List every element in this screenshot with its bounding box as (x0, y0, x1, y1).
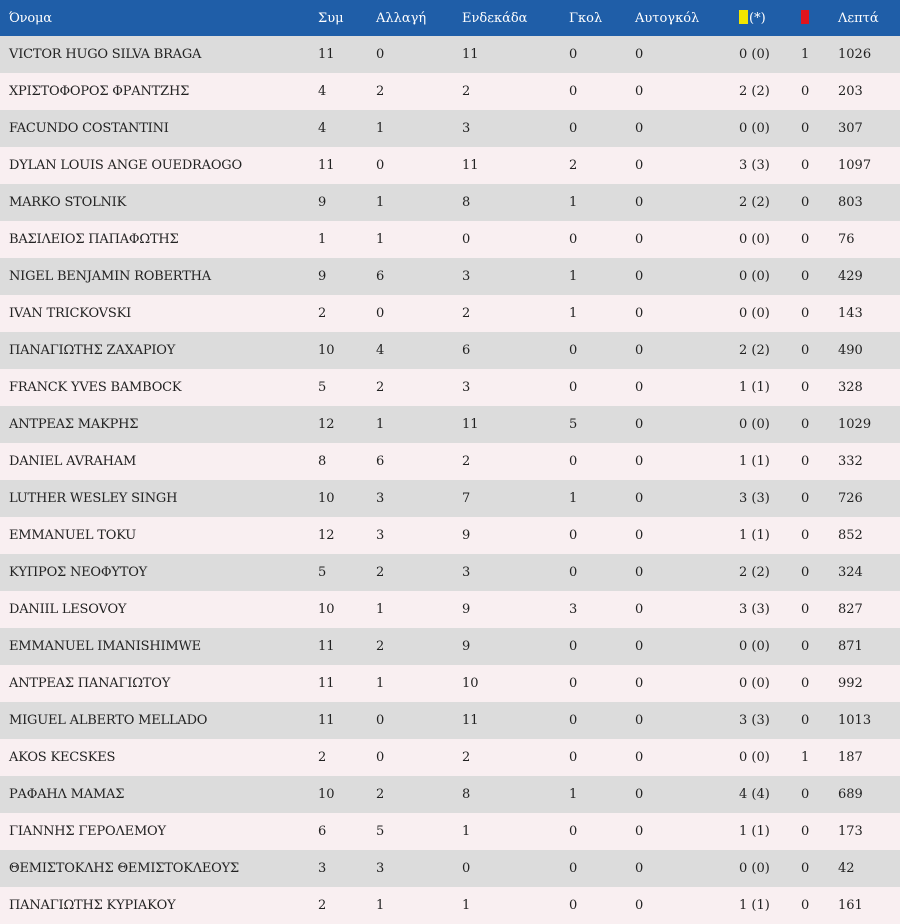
cell-red-cards: 0 (801, 380, 810, 395)
cell-own-goals: 0 (635, 84, 644, 99)
table-row (0, 665, 900, 702)
cell-sub: 1 (376, 898, 385, 913)
cell-minutes: 307 (838, 121, 863, 136)
cell-sub: 2 (376, 787, 385, 802)
cell-name[interactable]: ΒΑΣΙΛΕΙΟΣ ΠΑΠΑΦΩΤΗΣ (9, 232, 179, 247)
cell-start: 9 (462, 639, 471, 654)
table-row (0, 110, 900, 147)
cell-apps: 11 (318, 639, 335, 654)
cell-name[interactable]: FRANCK YVES BAMBOCK (9, 380, 182, 395)
cell-start: 9 (462, 602, 471, 617)
col-header-name[interactable]: Όνομα (9, 10, 52, 26)
cell-red-cards: 0 (801, 713, 810, 728)
cell-name[interactable]: MARKO STOLNIK (9, 195, 127, 210)
cell-yellow-cards: 3 (3) (739, 158, 770, 173)
cell-own-goals: 0 (635, 47, 644, 62)
cell-sub: 1 (376, 195, 385, 210)
cell-goals: 0 (569, 343, 578, 358)
cell-yellow-cards: 0 (0) (739, 306, 770, 321)
cell-apps: 10 (318, 491, 335, 506)
table-row (0, 776, 900, 813)
cell-red-cards: 0 (801, 232, 810, 247)
cell-apps: 4 (318, 84, 327, 99)
cell-name[interactable]: DANIEL AVRAHAM (9, 454, 137, 469)
cell-yellow-cards: 1 (1) (739, 824, 770, 839)
cell-red-cards: 0 (801, 121, 810, 136)
cell-goals: 0 (569, 454, 578, 469)
cell-red-cards: 0 (801, 898, 810, 913)
cell-yellow-cards: 2 (2) (739, 565, 770, 580)
cell-start: 1 (462, 898, 471, 913)
cell-apps: 2 (318, 306, 327, 321)
cell-apps: 10 (318, 602, 335, 617)
cell-red-cards: 0 (801, 602, 810, 617)
cell-apps: 4 (318, 121, 327, 136)
cell-apps: 11 (318, 676, 335, 691)
cell-red-cards: 0 (801, 565, 810, 580)
cell-minutes: 992 (838, 676, 863, 691)
cell-minutes: 143 (838, 306, 863, 321)
cell-minutes: 827 (838, 602, 863, 617)
cell-start: 11 (462, 417, 479, 432)
cell-name[interactable]: ΧΡΙΣΤΟΦΟΡΟΣ ΦΡΑΝΤΖΗΣ (9, 84, 190, 99)
cell-yellow-cards: 3 (3) (739, 602, 770, 617)
cell-own-goals: 0 (635, 898, 644, 913)
col-header-own-goals[interactable]: Αυτογκόλ (635, 10, 700, 26)
cell-goals: 0 (569, 47, 578, 62)
cell-apps: 12 (318, 417, 335, 432)
cell-apps: 2 (318, 750, 327, 765)
cell-minutes: 852 (838, 528, 863, 543)
table-row (0, 480, 900, 517)
col-header-goals[interactable]: Γκολ (569, 10, 603, 26)
cell-sub: 1 (376, 676, 385, 691)
cell-own-goals: 0 (635, 454, 644, 469)
cell-goals: 1 (569, 195, 578, 210)
cell-yellow-cards: 0 (0) (739, 750, 770, 765)
cell-yellow-cards: 0 (0) (739, 47, 770, 62)
cell-goals: 1 (569, 787, 578, 802)
cell-minutes: 173 (838, 824, 863, 839)
cell-red-cards: 0 (801, 861, 810, 876)
cell-goals: 0 (569, 528, 578, 543)
cell-yellow-cards: 2 (2) (739, 195, 770, 210)
cell-own-goals: 0 (635, 417, 644, 432)
cell-red-cards: 0 (801, 417, 810, 432)
cell-apps: 11 (318, 158, 335, 173)
cell-minutes: 187 (838, 750, 863, 765)
cell-start: 0 (462, 861, 471, 876)
cell-own-goals: 0 (635, 158, 644, 173)
cell-sub: 3 (376, 861, 385, 876)
cell-start: 0 (462, 232, 471, 247)
cell-minutes: 1029 (838, 417, 872, 432)
cell-yellow-cards: 0 (0) (739, 232, 770, 247)
cell-goals: 0 (569, 121, 578, 136)
cell-name[interactable]: ΚΥΠΡΟΣ ΝΕΟΦΥΤΟΥ (9, 565, 148, 580)
cell-minutes: 726 (838, 491, 863, 506)
cell-apps: 8 (318, 454, 327, 469)
cell-start: 8 (462, 787, 471, 802)
cell-own-goals: 0 (635, 491, 644, 506)
cell-name[interactable]: AKOS KECSKES (9, 750, 116, 765)
cell-own-goals: 0 (635, 306, 644, 321)
cell-yellow-cards: 0 (0) (739, 121, 770, 136)
cell-minutes: 871 (838, 639, 863, 654)
cell-minutes: 1026 (838, 47, 872, 62)
cell-apps: 5 (318, 565, 327, 580)
table-row (0, 147, 900, 184)
cell-start: 2 (462, 750, 471, 765)
cell-own-goals: 0 (635, 676, 644, 691)
cell-own-goals: 0 (635, 639, 644, 654)
cell-yellow-cards: 1 (1) (739, 898, 770, 913)
col-header-minutes[interactable]: Λεπτά (838, 10, 879, 26)
cell-sub: 1 (376, 417, 385, 432)
cell-goals: 0 (569, 750, 578, 765)
cell-start: 3 (462, 269, 471, 284)
cell-goals: 0 (569, 676, 578, 691)
cell-red-cards: 0 (801, 528, 810, 543)
cell-name[interactable]: IVAN TRICKOVSKI (9, 306, 132, 321)
cell-name[interactable]: MIGUEL ALBERTO MELLADO (9, 713, 208, 728)
cell-goals: 0 (569, 380, 578, 395)
cell-sub: 0 (376, 750, 385, 765)
cell-red-cards: 0 (801, 306, 810, 321)
table-row (0, 887, 900, 924)
cell-red-cards: 0 (801, 787, 810, 802)
cell-own-goals: 0 (635, 565, 644, 580)
cell-start: 11 (462, 713, 479, 728)
cell-name[interactable]: ΑΝΤΡΕΑΣ ΜΑΚΡΗΣ (9, 417, 139, 432)
cell-minutes: 689 (838, 787, 863, 802)
cell-goals: 0 (569, 565, 578, 580)
cell-sub: 2 (376, 639, 385, 654)
cell-name[interactable]: EMMANUEL IMANISHIMWE (9, 639, 201, 654)
cell-yellow-cards: 2 (2) (739, 84, 770, 99)
cell-goals: 1 (569, 491, 578, 506)
table-row (0, 332, 900, 369)
col-header-apps[interactable]: Συμ (318, 10, 344, 26)
cell-minutes: 203 (838, 84, 863, 99)
cell-name[interactable]: VICTOR HUGO SILVA BRAGA (9, 47, 202, 62)
cell-yellow-cards: 0 (0) (739, 861, 770, 876)
cell-red-cards: 0 (801, 454, 810, 469)
cell-name[interactable]: NIGEL BENJAMIN ROBERTHA (9, 269, 211, 284)
cell-start: 3 (462, 380, 471, 395)
cell-red-cards: 0 (801, 639, 810, 654)
cell-name[interactable]: LUTHER WESLEY SINGH (9, 491, 178, 506)
cell-name[interactable]: DANIIL LESOVOY (9, 602, 127, 617)
cell-red-cards: 0 (801, 269, 810, 284)
cell-apps: 3 (318, 861, 327, 876)
cell-yellow-cards: 1 (1) (739, 528, 770, 543)
cell-minutes: 324 (838, 565, 863, 580)
cell-red-cards: 0 (801, 84, 810, 99)
cell-minutes: 429 (838, 269, 863, 284)
cell-apps: 10 (318, 787, 335, 802)
cell-apps: 2 (318, 898, 327, 913)
cell-sub: 1 (376, 602, 385, 617)
cell-yellow-cards: 3 (3) (739, 491, 770, 506)
cell-red-cards: 0 (801, 491, 810, 506)
col-header-start[interactable]: Ενδεκάδα (462, 10, 528, 26)
cell-start: 1 (462, 824, 471, 839)
cell-start: 11 (462, 47, 479, 62)
cell-goals: 0 (569, 898, 578, 913)
cell-sub: 0 (376, 158, 385, 173)
cell-apps: 5 (318, 380, 327, 395)
table-row (0, 850, 900, 887)
cell-start: 3 (462, 565, 471, 580)
col-header-sub[interactable]: Αλλαγή (376, 10, 427, 26)
cell-goals: 3 (569, 602, 578, 617)
cell-name[interactable]: ΘΕΜΙΣΤΟΚΛΗΣ ΘΕΜΙΣΤΟΚΛΕΟΥΣ (9, 861, 240, 876)
cell-minutes: 328 (838, 380, 863, 395)
cell-name[interactable]: ΑΝΤΡΕΑΣ ΠΑΝΑΓΙΩΤΟΥ (9, 676, 171, 691)
cell-minutes: 1013 (838, 713, 872, 728)
cell-start: 9 (462, 528, 471, 543)
cell-apps: 6 (318, 824, 327, 839)
cell-goals: 1 (569, 269, 578, 284)
cell-start: 6 (462, 343, 471, 358)
red-card-icon (801, 10, 809, 24)
cell-own-goals: 0 (635, 787, 644, 802)
cell-yellow-cards: 0 (0) (739, 676, 770, 691)
table-row (0, 813, 900, 850)
cell-yellow-cards: 4 (4) (739, 787, 770, 802)
table-row (0, 739, 900, 776)
cell-own-goals: 0 (635, 269, 644, 284)
table-row (0, 554, 900, 591)
table-row (0, 295, 900, 332)
cell-own-goals: 0 (635, 343, 644, 358)
yellow-header-suffix: (*) (749, 11, 766, 26)
cell-yellow-cards: 0 (0) (739, 417, 770, 432)
cell-apps: 12 (318, 528, 335, 543)
cell-sub: 1 (376, 121, 385, 136)
cell-red-cards: 0 (801, 343, 810, 358)
table-row (0, 702, 900, 739)
cell-yellow-cards: 1 (1) (739, 380, 770, 395)
cell-minutes: 332 (838, 454, 863, 469)
cell-minutes: 42 (838, 861, 855, 876)
cell-start: 8 (462, 195, 471, 210)
cell-sub: 2 (376, 84, 385, 99)
table-row (0, 517, 900, 554)
col-header-red-cards[interactable] (801, 0, 838, 36)
table-row (0, 73, 900, 110)
cell-sub: 0 (376, 47, 385, 62)
cell-own-goals: 0 (635, 121, 644, 136)
cell-goals: 1 (569, 306, 578, 321)
cell-yellow-cards: 3 (3) (739, 713, 770, 728)
cell-own-goals: 0 (635, 195, 644, 210)
cell-apps: 10 (318, 343, 335, 358)
cell-apps: 11 (318, 47, 335, 62)
cell-start: 2 (462, 84, 471, 99)
cell-goals: 0 (569, 232, 578, 247)
cell-name[interactable]: ΡΑΦΑΗΛ ΜΑΜΑΣ (9, 787, 125, 802)
yellow-card-icon (739, 10, 748, 24)
cell-sub: 3 (376, 528, 385, 543)
cell-goals: 0 (569, 713, 578, 728)
cell-minutes: 161 (838, 898, 863, 913)
cell-minutes: 803 (838, 195, 863, 210)
cell-own-goals: 0 (635, 380, 644, 395)
cell-own-goals: 0 (635, 528, 644, 543)
cell-sub: 4 (376, 343, 385, 358)
table-body (0, 36, 900, 924)
cell-yellow-cards: 2 (2) (739, 343, 770, 358)
cell-start: 11 (462, 158, 479, 173)
cell-yellow-cards: 0 (0) (739, 639, 770, 654)
cell-sub: 6 (376, 269, 385, 284)
cell-goals: 0 (569, 84, 578, 99)
cell-minutes: 76 (838, 232, 855, 247)
table-header-row (0, 0, 900, 36)
cell-red-cards: 0 (801, 158, 810, 173)
cell-red-cards: 0 (801, 824, 810, 839)
table-row (0, 369, 900, 406)
cell-name[interactable]: DYLAN LOUIS ANGE OUEDRAOGO (9, 158, 242, 173)
cell-own-goals: 0 (635, 232, 644, 247)
table-row (0, 443, 900, 480)
cell-goals: 5 (569, 417, 578, 432)
cell-minutes: 1097 (838, 158, 872, 173)
cell-name[interactable]: ΠΑΝΑΓΙΩΤΗΣ ΖΑΧΑΡΙΟΥ (9, 343, 176, 358)
cell-own-goals: 0 (635, 602, 644, 617)
cell-goals: 0 (569, 861, 578, 876)
cell-red-cards: 1 (801, 47, 810, 62)
cell-own-goals: 0 (635, 861, 644, 876)
cell-goals: 2 (569, 158, 578, 173)
cell-minutes: 490 (838, 343, 863, 358)
cell-red-cards: 0 (801, 676, 810, 691)
table-row (0, 591, 900, 628)
cell-start: 10 (462, 676, 479, 691)
cell-yellow-cards: 0 (0) (739, 269, 770, 284)
cell-apps: 11 (318, 713, 335, 728)
cell-goals: 0 (569, 824, 578, 839)
cell-sub: 1 (376, 232, 385, 247)
cell-red-cards: 0 (801, 195, 810, 210)
cell-start: 2 (462, 454, 471, 469)
table-row (0, 221, 900, 258)
cell-sub: 6 (376, 454, 385, 469)
cell-sub: 2 (376, 565, 385, 580)
cell-name[interactable]: EMMANUEL TOKU (9, 528, 137, 543)
cell-yellow-cards: 1 (1) (739, 454, 770, 469)
cell-name[interactable]: ΠΑΝΑΓΙΩΤΗΣ ΚΥΡΙΑΚΟΥ (9, 898, 176, 913)
cell-start: 7 (462, 491, 471, 506)
col-header-yellow-cards[interactable] (739, 0, 801, 36)
cell-sub: 3 (376, 491, 385, 506)
cell-apps: 1 (318, 232, 327, 247)
cell-sub: 0 (376, 713, 385, 728)
cell-start: 2 (462, 306, 471, 321)
table-row (0, 184, 900, 221)
cell-goals: 0 (569, 639, 578, 654)
cell-name[interactable]: ΓΙΑΝΝΗΣ ΓΕΡΟΛΕΜΟΥ (9, 824, 166, 839)
cell-sub: 0 (376, 306, 385, 321)
cell-apps: 9 (318, 269, 327, 284)
table-row (0, 258, 900, 295)
cell-name[interactable]: FACUNDO COSTANTINI (9, 121, 169, 136)
cell-own-goals: 0 (635, 750, 644, 765)
cell-start: 3 (462, 121, 471, 136)
table-row (0, 406, 900, 443)
cell-apps: 9 (318, 195, 327, 210)
cell-own-goals: 0 (635, 713, 644, 728)
table-row (0, 36, 900, 73)
cell-own-goals: 0 (635, 824, 644, 839)
cell-red-cards: 1 (801, 750, 810, 765)
table-row (0, 628, 900, 665)
cell-sub: 5 (376, 824, 385, 839)
cell-sub: 2 (376, 380, 385, 395)
